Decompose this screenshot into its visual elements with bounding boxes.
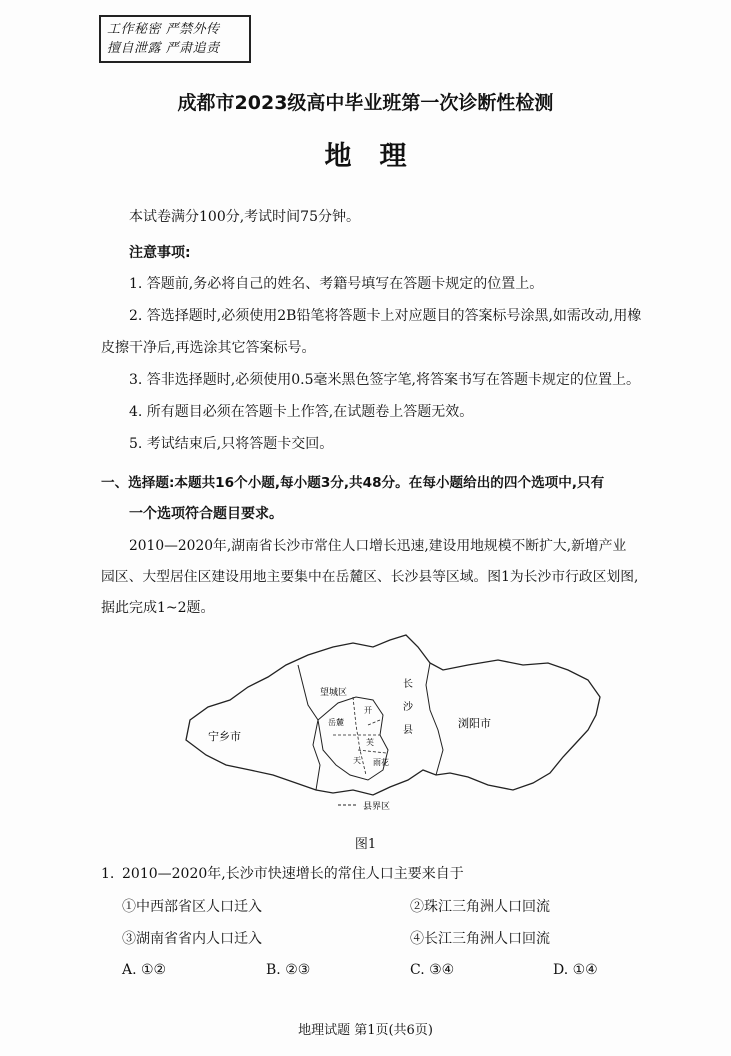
note-item-5: 5. 考试结束后,只将答题卡交回。	[129, 436, 334, 452]
label-liuyang: 浏阳市	[458, 717, 491, 730]
label-yuelu: 岳麓	[328, 718, 344, 727]
liuyang-boundary	[426, 663, 443, 775]
option-a: A. ①②	[122, 962, 167, 978]
label-ningxiang: 宁乡市	[208, 730, 241, 743]
label-changsha-2: 沙	[403, 702, 413, 713]
label-furong: 芙	[366, 738, 374, 747]
notes-heading: 注意事项:	[129, 245, 191, 261]
statement-4: ④长江三角洲人口回流	[410, 931, 550, 947]
label-wangcheng: 望城区	[320, 688, 348, 698]
label-yuhua: 雨花	[373, 758, 389, 767]
label-tianxin: 天	[353, 756, 361, 765]
option-d: D. ①④	[553, 962, 598, 978]
note-item-2-cont: 皮擦干净后,再选涂其它答案标号。	[101, 340, 316, 356]
statement-3: ③湖南省省内人口迁入	[122, 931, 262, 947]
legend-label: 县界区	[363, 802, 391, 812]
confidential-stamp	[99, 15, 251, 63]
question-1-stem: 2010—2020年,长沙市快速增长的常住人口主要来自于	[122, 866, 464, 882]
passage-line-3: 据此完成1~2题。	[101, 600, 215, 616]
note-item-2: 2. 答选择题时,必须使用2B铅笔将答题卡上对应题目的答案标号涂黑,如需改动,用橡	[129, 308, 642, 324]
section-heading-line-1: 一、选择题:本题共16个小题,每小题3分,共48分。在每小题给出的四个选项中,只有	[101, 475, 605, 491]
exam-title: 成都市2023级高中毕业班第一次诊断性检测	[177, 92, 554, 114]
note-item-4: 4. 所有题目必须在答题卡上作答,在试题卷上答题无效。	[129, 404, 474, 420]
section-heading-line-2: 一个选项符合题目要求。	[129, 506, 283, 522]
stamp-line-1: 工作秘密 严禁外传	[107, 22, 220, 37]
urban-districts-boundary	[318, 697, 388, 780]
ningxiang-boundary	[298, 665, 320, 790]
statement-1: ①中西部省区人口迁入	[122, 899, 262, 915]
stamp-line-2: 擅自泄露 严肃追责	[107, 41, 220, 56]
question-1-number: 1.	[101, 866, 115, 882]
figure-caption: 图1	[354, 837, 377, 852]
passage-line-1: 2010—2020年,湖南省长沙市常住人口增长迅速,建设用地规模不断扩大,新增产业	[129, 538, 627, 554]
changsha-district-map	[168, 625, 623, 825]
intro-text: 本试卷满分100分,考试时间75分钟。	[129, 209, 360, 225]
label-changsha-1: 长	[403, 679, 413, 690]
subject-title: 地理	[324, 141, 435, 172]
map-outline	[186, 635, 600, 795]
note-item-3: 3. 答非选择题时,必须使用0.5毫米黑色签字笔,将答案书写在答题卡规定的位置上。	[129, 372, 640, 388]
passage-line-2: 园区、大型居住区建设用地主要集中在岳麓区、长沙县等区域。图1为长沙市行政区划图,	[101, 569, 639, 585]
label-kaifu: 开	[364, 706, 372, 715]
note-item-1: 1. 答题前,务必将自己的姓名、考籍号填写在答题卡规定的位置上。	[129, 276, 544, 292]
page-footer: 地理试题 第1页(共6页)	[298, 1023, 433, 1038]
option-b: B. ②③	[266, 962, 311, 978]
option-c: C. ③④	[410, 962, 455, 978]
label-changsha-3: 县	[403, 725, 413, 736]
statement-2: ②珠江三角洲人口回流	[410, 899, 550, 915]
